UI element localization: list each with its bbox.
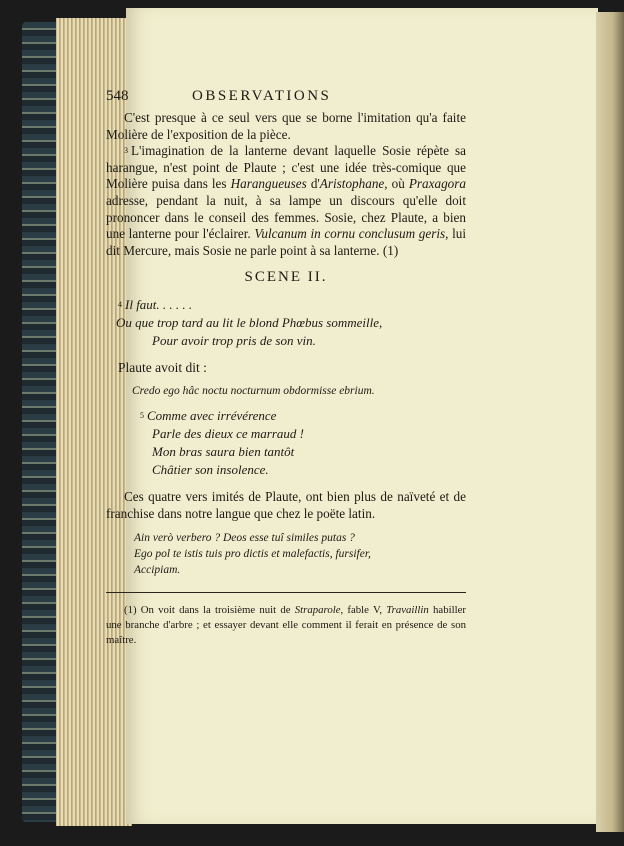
footnote-rule [106, 592, 466, 593]
latin-quote: Credo ego hâc noctu nocturnum obdormisse ebrium. [132, 384, 375, 397]
verse-text: Il faut. . . . . . [125, 297, 193, 313]
note-number: 5 [140, 410, 144, 420]
facing-page-edge [596, 12, 624, 832]
paragraph-1: C'est presque à ce seul vers que se borne l'imitation qu'a faite Molière de l'exposition de la pièce. [106, 110, 466, 142]
verse-line: Châtier son insolence. [152, 461, 269, 477]
latin-line: Ego pol te istis tuis pro dictis et malefactis, fursifer, [134, 548, 371, 561]
footnote [106, 603, 466, 648]
text-run: L'imagination de la lanterne devant laquelle Sosie répète sa harangue, n'est point de Plaute ; c'est une idée très-comique que Molière puisa dans les [106, 143, 466, 192]
verse-line [106, 407, 466, 425]
verse-line: Ou que trop tard au lit le blond Phœbus sommeille, [116, 315, 383, 331]
verse-line: Mon bras saura bien tantôt [152, 443, 295, 459]
italic-run: Praxagora [408, 176, 467, 192]
running-title: OBSERVATIONS [192, 88, 332, 104]
page-text [106, 88, 466, 648]
italic-run: Travaillin [386, 604, 429, 617]
text-run: adresse, pendant la nuit, à sa lampe un discours qu'elle doit prononcer dans le conseil des femmes. Sosie, chez Plaute, a bien une lanterne pour l'éclairer. [106, 192, 466, 242]
latin-line: Ain verò verbero ? Deos esse tuî similes putas ? [134, 532, 355, 545]
latin-line: Accipiam. [134, 564, 181, 577]
plaute-intro: Plaute avoit dit : [118, 360, 207, 376]
verse-text: Comme avec irrévérence [147, 407, 277, 423]
paragraph-3: Ces quatre vers imités de Plaute, ont bien plus de naïveté et de franchise dans notre langue que chez le poëte latin. [106, 488, 466, 521]
italic-run: Vulcanum in cornu conclusum geris [254, 226, 446, 242]
italic-run: Aristophane [319, 176, 385, 192]
text-run: (1) On voit dans la troisième nuit de [124, 604, 295, 617]
text-run: , fable V, [340, 604, 387, 617]
italic-run: Harangueuses [230, 176, 307, 192]
verse-line: Parle des dieux ce marraud ! [152, 425, 304, 441]
verse-line: Pour avoir trop pris de son vin. [152, 333, 316, 349]
page-number: 548 [106, 88, 129, 104]
page-header [106, 88, 466, 110]
text-run: d' [306, 176, 320, 192]
note-number: 3 [124, 146, 128, 156]
verse-line [106, 296, 466, 314]
text-run: habiller une branche d'arbre ; et essayer devant elle comment il ferait en présence de son maître. [106, 604, 466, 647]
text-run: , où [384, 176, 409, 192]
italic-run: Straparole [294, 604, 341, 617]
scene-title: SCENE II. [244, 269, 328, 286]
text-run: , lui dit Mercure, mais Sosie ne parle point à sa lanterne. (1) [106, 226, 466, 258]
paragraph-2 [106, 143, 466, 259]
note-number: 4 [118, 300, 122, 310]
